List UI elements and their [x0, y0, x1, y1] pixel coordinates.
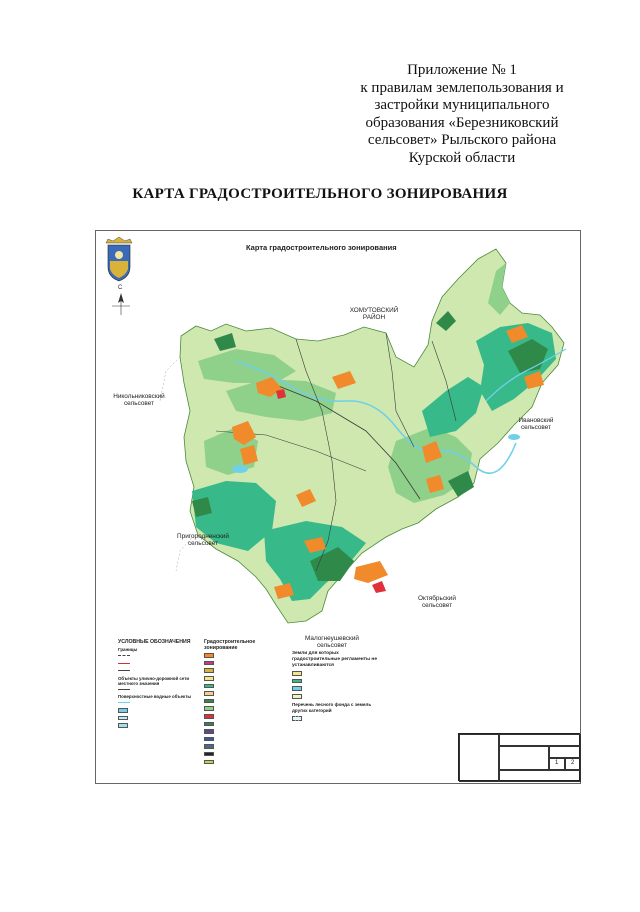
- legend-item: [118, 668, 196, 673]
- legend-item: [118, 708, 196, 713]
- title-block-stamp: [458, 733, 580, 781]
- legend-item: [292, 671, 382, 676]
- legend-item: [204, 691, 288, 696]
- region-label-malogneushevsky: [292, 635, 372, 650]
- north-arrow-icon: [112, 293, 130, 315]
- region-label-nikolnikovsky: [98, 393, 180, 408]
- legend-item: [118, 653, 196, 658]
- settlement: [354, 561, 388, 583]
- legend-item: [204, 699, 288, 704]
- map-heading: Карта градостроительного зонирования: [246, 243, 397, 252]
- legend-zoning: [204, 639, 288, 767]
- region-label-line: Пригородненский: [177, 533, 229, 540]
- appendix-line: Приложение № 1: [407, 62, 517, 78]
- legend-title: Земли для которых градостроительные регламенты не устанавливаются: [292, 651, 377, 668]
- region-label-oktyabrsky: [402, 595, 472, 610]
- legend-title: Перечень лесного фонда с земель других категорий: [292, 701, 372, 713]
- legend-title: УСЛОВНЫЕ ОБОЗНАЧЕНИЯ: [118, 639, 191, 645]
- region-label-line: Октябрьский: [418, 595, 456, 602]
- region-label-line: Никольниковский: [113, 393, 165, 400]
- lake: [232, 465, 248, 473]
- legend-item: [292, 716, 382, 721]
- legend-item: [118, 716, 196, 721]
- appendix-line: сельсовет» Рыльского района: [367, 132, 557, 148]
- region-label-line: РАЙОН: [362, 314, 386, 322]
- legend-item: [292, 686, 382, 691]
- region-label-prigorodnensky: [162, 533, 244, 548]
- legend-item: [204, 676, 288, 681]
- legend-no-regulation: [292, 651, 382, 723]
- region-label-ivanovsky: [500, 417, 572, 432]
- legend-general: [118, 639, 196, 731]
- region-label-line: сельсовет: [316, 642, 347, 650]
- region-label-line: Малогнеушевский: [305, 635, 359, 642]
- appendix-note: [342, 62, 582, 167]
- legend-item: [118, 723, 196, 728]
- legend-item: [204, 737, 288, 742]
- document-title: КАРТА ГРАДОСТРОИТЕЛЬНОГО ЗОНИРОВАНИЯ: [132, 186, 508, 202]
- appendix-line: к правилам землепользования и: [360, 79, 564, 96]
- legend-item: [204, 721, 288, 726]
- legend-item: [118, 687, 196, 692]
- legend-item: [204, 683, 288, 688]
- legend-item: [204, 759, 288, 764]
- appendix-line: образования «Березниковский: [365, 114, 559, 131]
- legend-subtitle: Границы: [118, 647, 138, 652]
- legend-item: [204, 729, 288, 734]
- settlement: [372, 581, 386, 593]
- zoning-map: [95, 230, 581, 784]
- legend-item: [204, 752, 288, 757]
- stamp-pages: 2: [571, 760, 575, 766]
- coat-of-arms-icon: [106, 237, 132, 281]
- region-label-line: сельсовет: [520, 424, 551, 432]
- legend-title: Градостроительное зонирование: [204, 639, 256, 651]
- legend-item: [118, 700, 196, 705]
- north-label: С: [118, 285, 123, 291]
- lake: [508, 434, 520, 440]
- legend-subtitle: Объекты улично-дорожной сети местного значения: [118, 675, 190, 686]
- region-label-line: сельсовет: [187, 540, 218, 548]
- appendix-line: застройки муниципального: [374, 97, 550, 113]
- region-label-khomutovsky: [334, 307, 414, 322]
- legend-item: [204, 744, 288, 749]
- legend-item: [204, 714, 288, 719]
- legend-item: [292, 679, 382, 684]
- legend-item: [204, 706, 288, 711]
- region-label-line: сельсовет: [123, 400, 154, 408]
- appendix-line: Курской области: [408, 149, 516, 166]
- legend-item: [204, 653, 288, 658]
- legend-subtitle: Поверхностные водные объекты: [118, 694, 192, 700]
- legend-item: [204, 668, 288, 673]
- region-label-line: сельсовет: [421, 602, 452, 610]
- stamp-page: 1: [555, 760, 559, 766]
- legend-item: [204, 661, 288, 666]
- region-label-line: ХОМУТОВСКИЙ: [349, 307, 399, 314]
- region-label-line: Ивановский: [518, 417, 554, 424]
- legend-item: [118, 661, 196, 666]
- legend-item: [292, 694, 382, 699]
